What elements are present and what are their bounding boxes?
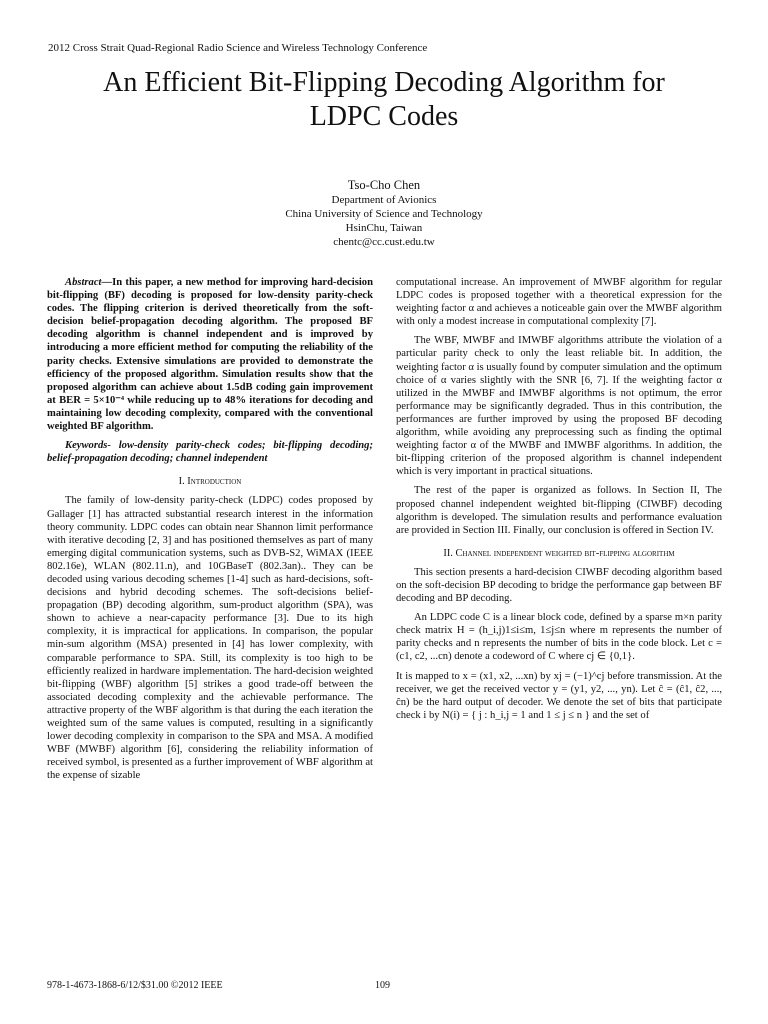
intro-paragraph: The family of low-density parity-check (LDPC) codes proposed by Gallager [1] has attracted substantial research interest in the information theory community. LDPC codes can obtain near Shannon limit performance with iterative decoding [2, 3] and has positioned themselves as part of many emerging digital communication systems, such as DVB-S2, WiMAX (IEEE 802.16e), WLAN (802.11.n), and 10GBaseT (802.3an).. They can be decoded using various decoding schemes [1-4] such as hard-decisions, soft-decisions and hybrid decoding schemes. The soft-decisions belief-propagation (BP) decoding algorithm, sum-product algorithm (SPA), was shown to achieve a near-capacity performance [3]. Due to its high complexity, it is impractical for applications. In comparison, the popular min-sum algorithm (MSA) presented in [4] has lower complexity, with comparable performance to SPA. Still, its complexity is too high to be efficiently realized in hardware implementation. The hard-decision weighted bit-flipping (WBF) algorithm [5] strikes a good trade-off between the associated decoding complexity and the achievable performance. The attractive property of the WBF algorithm is that during the each iteration the weighted sum of the same values is computed, resulting in a significantly lower decoding complexity in comparison to the SPA and MSA. A modified WBF (MWBF) algorithm [6], considering the reliability information of received symbol, is presented as a further improvement of WBF algorithm at the expense of sizable: [47, 495, 373, 782]
paragraph-mapping: It is mapped to x = (x1, x2, ...xn) by xj = (−1)^cj before transmission. At the receiver, we get the received vector y = (y1, y2, ..., yn). Let ĉ = (ĉ1, ĉ2, ..., ĉn) be the hard output of decoder. We denote the set of bits that participate check i by N(i) = { j : h_i,j = 1 and 1 ≤ j ≤ n } and the set of: [396, 670, 722, 721]
abstract-label: Abstract: [65, 277, 102, 288]
paper-title: [0, 66, 768, 134]
keywords: Keywords- low-density parity-check codes; bit-flipping decoding; belief-propagation decoding; channel independent: [47, 440, 373, 465]
paragraph-ldpc-definition: An LDPC code C is a linear block code, defined by a sparse m×n parity check matrix H = (h_i,j)1≤i≤m, 1≤j≤n where m represents the number of parity checks and n represents the number of bits in the code block. Let c = (c1, c2, ...cn) denote a codeword of C where cj ∈ {0,1}.: [396, 612, 722, 663]
abstract: [47, 276, 373, 433]
abstract-text: —In this paper, a new method for improving hard-decision bit-flipping (BF) decoding is proposed for low-density parity-check codes. The flipping criterion is derived theoretically from the soft-decision belief-propagation decoding algorithm. The proposed BF decoding algorithm is channel independent and is improved by introducing a more efficient method for computing the reliability of the parity checks. Extensive simulations are provided to demonstrate the efficiency of the proposed algorithm. Simulation results show that the proposed algorithm can achieve about 1.5dB coding gain improvement at BER = 5×10⁻⁴ while reducing up to 48% iterations for decoding and maintaining low decoding complexity, compared with the conventional weighted BF algorithm.: [47, 277, 373, 433]
paragraph-wbf: The WBF, MWBF and IMWBF algorithms attribute the violation of a particular parity check to only the least reliable bit. In addition, the weighting factor α is usually found by computer simulation and the optimum choice of α varies slightly with the SNR [6, 7]. If the weighting factor α utilized in the MWBF and IMWBF algorithms is not optimum, the error performance may be significantly degraded. Thus in this contribution, the performances are further improved by using the proposed BF decoding algorithm, while avoiding any preprocessing such as finding the optimal weighting factor α of the MWBF and IMWBF algorithms. In addition, the bit-flipping criterion of the proposed algorithm is channel independent which is very important in practical situations.: [396, 335, 722, 478]
paragraph-organization: The rest of the paper is organized as follows. In Section II, The proposed channel independent weighted bit-flipping (CIWBF) decoding algorithm is developed. The simulation results and performance evaluation are provided in Section III. Finally, our conclusion is offered in Section IV.: [396, 485, 722, 536]
section-2-heading: II. Channel independent weighted bit-flipping algorithm: [443, 547, 675, 559]
affiliation-department: Department of Avionics: [331, 194, 437, 206]
author-affiliation: [0, 193, 768, 249]
title-line-1: An Efficient Bit-Flipping Decoding Algorithm for: [103, 67, 665, 98]
affiliation-location: HsinChu, Taiwan: [345, 222, 423, 234]
copyright-notice: 978-1-4673-1868-6/12/$31.00 ©2012 IEEE: [47, 980, 223, 991]
paragraph-continued: computational increase. An improvement of MWBF algorithm for regular LDPC codes is proposed together with a theoretical expression for the weighting factor α and achieves a noticeable gain over the MWBF algorithm with only a modest increase in computational complexity [7].: [396, 277, 722, 328]
conference-name: 2012 Cross Strait Quad-Regional Radio Science and Wireless Technology Conference: [48, 42, 428, 54]
title-line-2: LDPC Codes: [309, 101, 459, 132]
author-email: chentc@cc.cust.edu.tw: [333, 236, 435, 248]
paragraph-section2-intro: This section presents a hard-decision CIWBF decoding algorithm based on the soft-decision BP decoding to bridge the performance gap between BF decoding and BP decoding.: [396, 566, 722, 605]
right-column: [396, 276, 722, 728]
author-name: Tso-Cho Chen: [347, 178, 421, 192]
left-column: [47, 276, 373, 788]
page-number: 109: [375, 980, 390, 991]
section-1-heading: I. Introduction: [178, 476, 242, 488]
affiliation-university: China University of Science and Technology: [285, 208, 483, 220]
